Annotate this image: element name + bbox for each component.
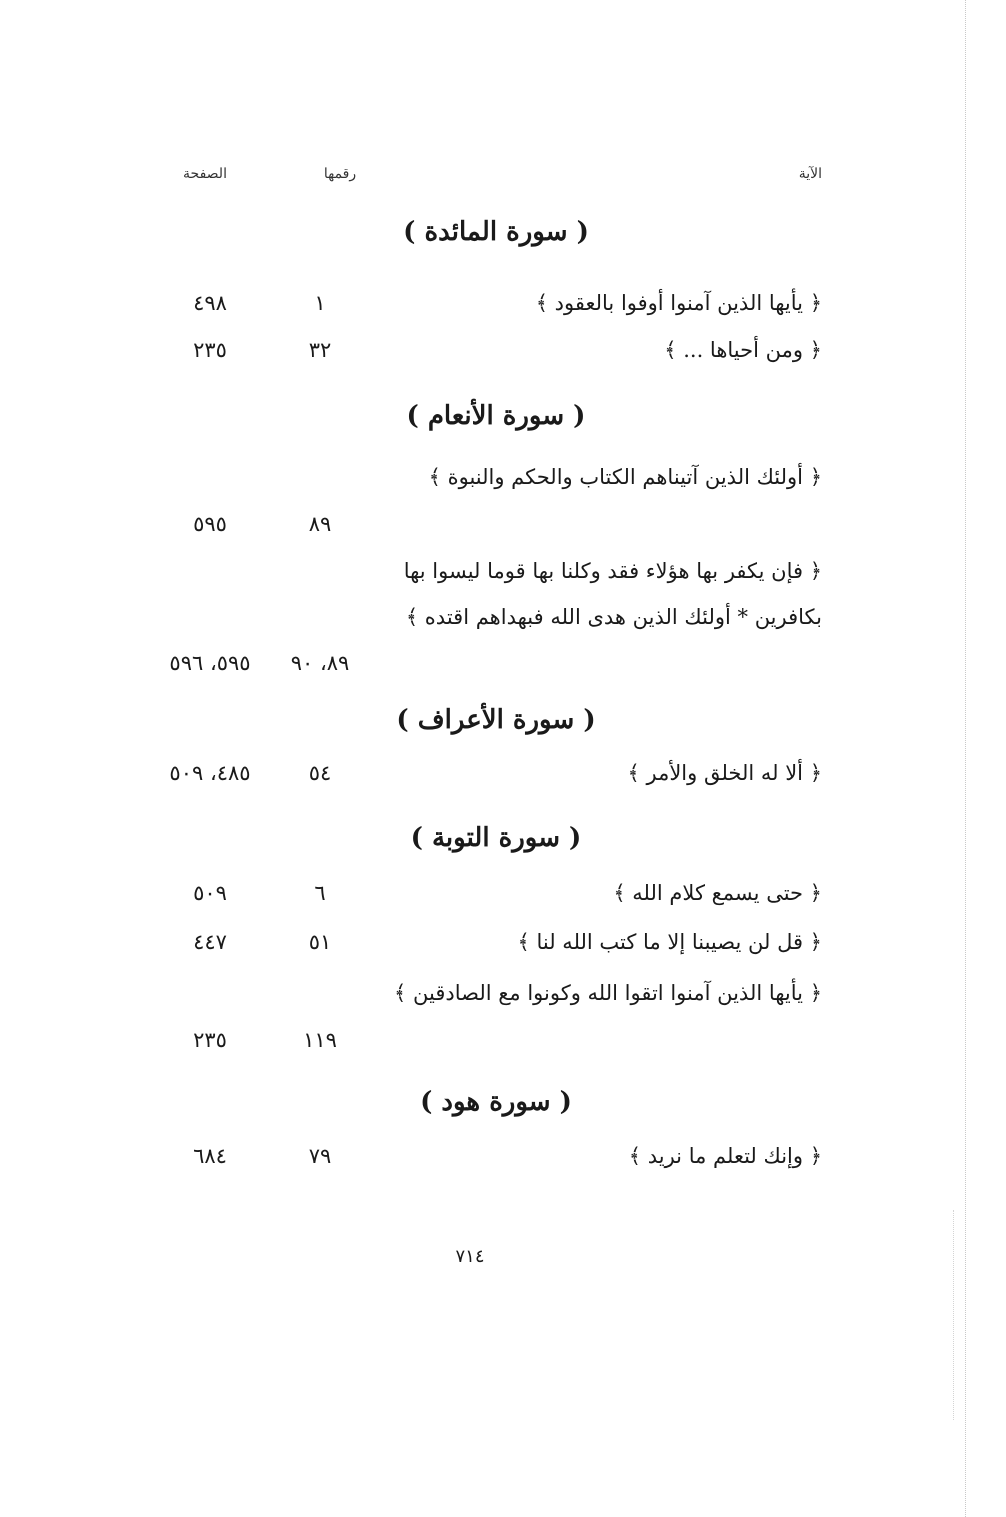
- index-row: [150, 919, 822, 965]
- header-number-label: رقمها: [323, 166, 357, 182]
- verse-number: ٨٩، ٩٠: [290, 651, 350, 675]
- verse-text: ﴿ أولئك الذين آتيناهم الكتاب والحكم والنبوة ﴾: [428, 465, 822, 489]
- page-edge-line-secondary: [953, 1210, 954, 1420]
- verse-number: ١١٩: [303, 1028, 337, 1052]
- header-page-label: الصفحة: [183, 166, 227, 182]
- verse-number: ١: [314, 291, 326, 315]
- index-row: [150, 280, 822, 326]
- page-reference: ٥٩٥: [193, 512, 227, 536]
- index-row: [150, 970, 822, 1066]
- index-row: [150, 870, 822, 916]
- surah-title-tawba: ( سورة التوبة ): [410, 823, 582, 853]
- page-reference: ٦٨٤: [193, 1144, 227, 1168]
- surah-title-anam: ( سورة الأنعام ): [406, 401, 586, 431]
- header-verse-label: الآية: [798, 166, 822, 182]
- page-number: ٧١٤: [455, 1246, 485, 1267]
- page-edge-line: [965, 0, 966, 1517]
- index-row: [150, 750, 822, 796]
- page-reference: ٢٣٥: [193, 338, 227, 362]
- verse-text: ﴿ يأيها الذين آمنوا اتقوا الله وكونوا مع الصادقين ﴾: [394, 981, 822, 1005]
- page-reference: ٤٩٨: [193, 291, 227, 315]
- verse-text: ﴿ ومن أحياها ... ﴾: [664, 338, 822, 362]
- verse-number: ٦: [314, 881, 326, 905]
- page-reference: ٤٤٧: [193, 930, 227, 954]
- column-header: [170, 166, 822, 190]
- verse-text: ﴿ فإن يكفر بها هؤلاء فقد وكلنا بها قوما ليسوا بها بكافرين * أولئك الذين هدى الله فبهداهم اقتده ﴾: [403, 559, 822, 629]
- index-row: [150, 454, 822, 550]
- index-row: [150, 548, 822, 688]
- page-reference: ٢٣٥: [193, 1028, 227, 1052]
- surah-title-maida: ( سورة المائدة ): [403, 217, 589, 247]
- verse-text: ﴿ يأيها الذين آمنوا أوفوا بالعقود ﴾: [535, 291, 822, 315]
- verse-number: ٧٩: [308, 1144, 332, 1168]
- verse-number: ٨٩: [308, 512, 332, 536]
- surah-title-hud: ( سورة هود ): [420, 1087, 572, 1117]
- surah-title-araf: ( سورة الأعراف ): [396, 705, 596, 735]
- verse-number: ٥١: [308, 930, 332, 954]
- index-row: [150, 327, 822, 373]
- verse-text: ﴿ ألا له الخلق والأمر ﴾: [627, 761, 822, 785]
- index-row: [150, 1133, 822, 1179]
- page-reference: ٤٨٥، ٥٠٩: [169, 761, 251, 785]
- verse-text: ﴿ حتى يسمع كلام الله ﴾: [613, 881, 822, 905]
- verse-text: ﴿ قل لن يصيبنا إلا ما كتب الله لنا ﴾: [517, 930, 822, 954]
- verse-text: ﴿ وإنك لتعلم ما نريد ﴾: [628, 1144, 822, 1168]
- page-reference: ٥٠٩: [193, 881, 227, 905]
- verse-number: ٥٤: [308, 761, 332, 785]
- verse-number: ٣٢: [308, 338, 332, 362]
- page-reference: ٥٩٥، ٥٩٦: [169, 651, 251, 675]
